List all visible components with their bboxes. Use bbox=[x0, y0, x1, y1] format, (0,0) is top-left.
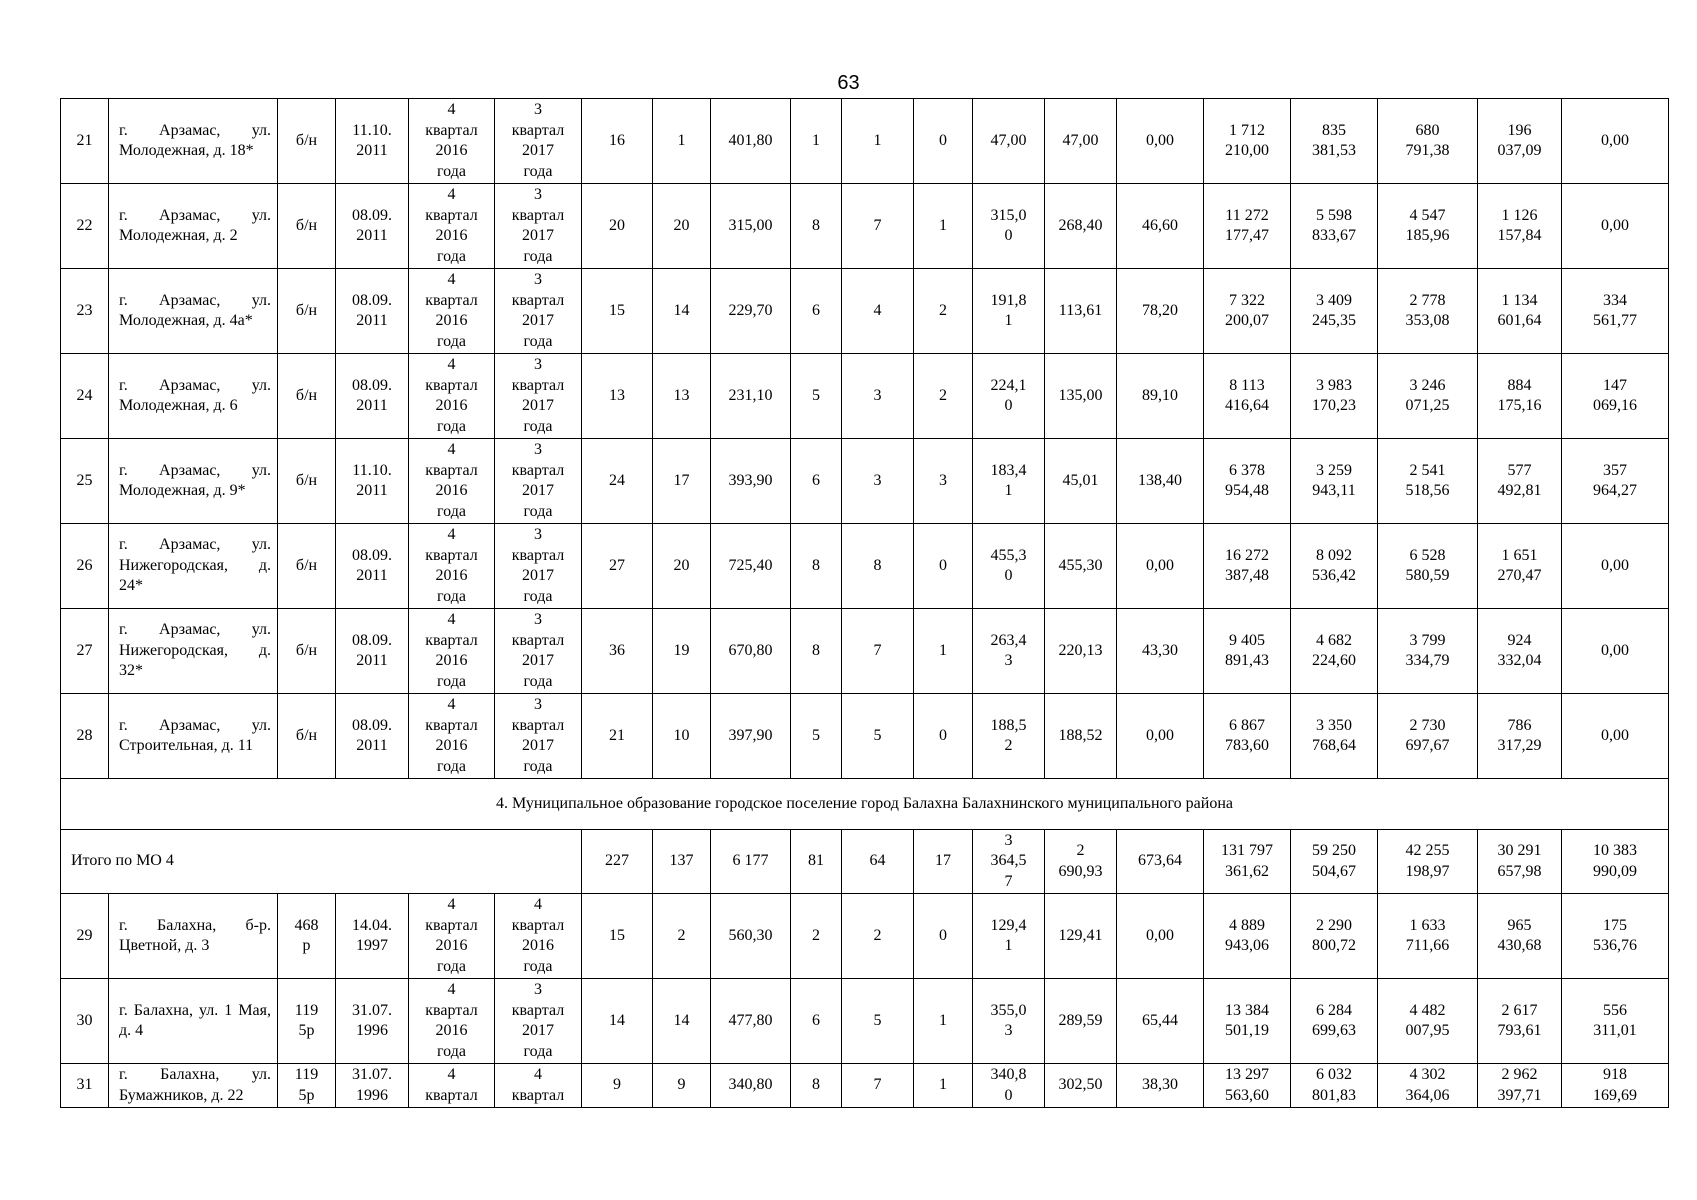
value-cell-c17: 3 350 768,64 bbox=[1291, 694, 1378, 779]
value-cell-c15: 65,44 bbox=[1117, 979, 1204, 1064]
value-cell-c19: 786 317,29 bbox=[1478, 694, 1562, 779]
plan-start-cell: 4 квартал 2016 года bbox=[409, 354, 495, 439]
value-cell-c17: 6 032 801,83 bbox=[1291, 1064, 1378, 1108]
total-value-c8: 137 bbox=[653, 830, 711, 894]
document-date-cell: 08.09. 2011 bbox=[336, 694, 409, 779]
value-cell-c15: 138,40 bbox=[1117, 439, 1204, 524]
value-cell-c10: 6 bbox=[791, 269, 842, 354]
plan-end-cell: 3 квартал 2017 года bbox=[495, 609, 582, 694]
value-cell-c20: 0,00 bbox=[1562, 524, 1669, 609]
value-cell-c18: 2 778 353,08 bbox=[1378, 269, 1478, 354]
value-cell-c7: 13 bbox=[582, 354, 653, 439]
total-value-c18: 42 255 198,97 bbox=[1378, 830, 1478, 894]
plan-start-cell: 4 квартал 2016 года bbox=[409, 609, 495, 694]
address-cell: г. Арзамас, ул. Нижегородская, д. 24* bbox=[109, 524, 278, 609]
value-cell-c18: 680 791,38 bbox=[1378, 99, 1478, 184]
value-cell-c10: 6 bbox=[791, 979, 842, 1064]
address-cell: г. Арзамас, ул. Молодежная, д. 4а* bbox=[109, 269, 278, 354]
table-row bbox=[61, 524, 1669, 609]
value-cell-c7: 15 bbox=[582, 894, 653, 979]
value-cell-c10: 1 bbox=[791, 99, 842, 184]
value-cell-c12: 2 bbox=[914, 269, 973, 354]
value-cell-c14: 129,41 bbox=[1045, 894, 1117, 979]
value-cell-c13: 129,4 1 bbox=[973, 894, 1045, 979]
value-cell-c10: 6 bbox=[791, 439, 842, 524]
value-cell-c7: 14 bbox=[582, 979, 653, 1064]
value-cell-c12: 3 bbox=[914, 439, 973, 524]
table-row bbox=[61, 609, 1669, 694]
value-cell-c20: 0,00 bbox=[1562, 694, 1669, 779]
value-cell-c13: 224,1 0 bbox=[973, 354, 1045, 439]
document-number-cell: б/н bbox=[278, 184, 336, 269]
value-cell-c15: 38,30 bbox=[1117, 1064, 1204, 1108]
value-cell-c14: 45,01 bbox=[1045, 439, 1117, 524]
value-cell-c13: 355,0 3 bbox=[973, 979, 1045, 1064]
value-cell-c20: 0,00 bbox=[1562, 609, 1669, 694]
plan-start-cell: 4 квартал 2016 года bbox=[409, 524, 495, 609]
page-number: 63 bbox=[837, 72, 860, 94]
row-number: 21 bbox=[61, 99, 109, 184]
section-header-row bbox=[61, 779, 1669, 830]
value-cell-c18: 6 528 580,59 bbox=[1378, 524, 1478, 609]
value-cell-c18: 2 730 697,67 bbox=[1378, 694, 1478, 779]
row-number: 29 bbox=[61, 894, 109, 979]
value-cell-c20: 0,00 bbox=[1562, 99, 1669, 184]
value-cell-c7: 20 bbox=[582, 184, 653, 269]
address-cell: г. Арзамас, ул. Нижегородская, д. 32* bbox=[109, 609, 278, 694]
document-number-cell: 468 р bbox=[278, 894, 336, 979]
value-cell-c13: 188,5 2 bbox=[973, 694, 1045, 779]
plan-start-cell: 4 квартал 2016 года bbox=[409, 99, 495, 184]
value-cell-c10: 5 bbox=[791, 354, 842, 439]
table-row bbox=[61, 99, 1669, 184]
value-cell-c11: 5 bbox=[842, 979, 914, 1064]
value-cell-c17: 2 290 800,72 bbox=[1291, 894, 1378, 979]
value-cell-c12: 1 bbox=[914, 609, 973, 694]
value-cell-c7: 21 bbox=[582, 694, 653, 779]
value-cell-c13: 47,00 bbox=[973, 99, 1045, 184]
document-number-cell: б/н bbox=[278, 269, 336, 354]
value-cell-c19: 965 430,68 bbox=[1478, 894, 1562, 979]
value-cell-c7: 9 bbox=[582, 1064, 653, 1108]
value-cell-c16: 4 889 943,06 bbox=[1204, 894, 1291, 979]
document-date-cell: 08.09. 2011 bbox=[336, 609, 409, 694]
value-cell-c9: 393,90 bbox=[711, 439, 791, 524]
address-cell: г. Балахна, ул. Бумажников, д. 22 bbox=[109, 1064, 278, 1108]
document-date-cell: 08.09. 2011 bbox=[336, 354, 409, 439]
value-cell-c17: 3 409 245,35 bbox=[1291, 269, 1378, 354]
plan-end-cell: 3 квартал 2017 года bbox=[495, 979, 582, 1064]
plan-start-cell: 4 квартал 2016 года bbox=[409, 694, 495, 779]
row-number: 31 bbox=[61, 1064, 109, 1108]
document-date-cell: 08.09. 2011 bbox=[336, 184, 409, 269]
value-cell-c9: 477,80 bbox=[711, 979, 791, 1064]
document-number-cell: б/н bbox=[278, 354, 336, 439]
value-cell-c8: 17 bbox=[653, 439, 711, 524]
value-cell-c9: 560,30 bbox=[711, 894, 791, 979]
value-cell-c8: 14 bbox=[653, 979, 711, 1064]
value-cell-c15: 78,20 bbox=[1117, 269, 1204, 354]
row-number: 28 bbox=[61, 694, 109, 779]
value-cell-c19: 2 617 793,61 bbox=[1478, 979, 1562, 1064]
value-cell-c16: 6 867 783,60 bbox=[1204, 694, 1291, 779]
value-cell-c15: 0,00 bbox=[1117, 99, 1204, 184]
value-cell-c8: 1 bbox=[653, 99, 711, 184]
document-date-cell: 31.07. 1996 bbox=[336, 979, 409, 1064]
total-label: Итого по МО 4 bbox=[61, 830, 582, 894]
value-cell-c13: 455,3 0 bbox=[973, 524, 1045, 609]
row-number: 23 bbox=[61, 269, 109, 354]
value-cell-c18: 3 799 334,79 bbox=[1378, 609, 1478, 694]
document-number-cell: б/н bbox=[278, 99, 336, 184]
value-cell-c11: 3 bbox=[842, 354, 914, 439]
address-cell: г. Балахна, б-р. Цветной, д. 3 bbox=[109, 894, 278, 979]
row-number: 26 bbox=[61, 524, 109, 609]
value-cell-c11: 3 bbox=[842, 439, 914, 524]
plan-end-cell: 3 квартал 2017 года bbox=[495, 99, 582, 184]
value-cell-c20: 147 069,16 bbox=[1562, 354, 1669, 439]
value-cell-c17: 5 598 833,67 bbox=[1291, 184, 1378, 269]
total-value-c13: 3 364,5 7 bbox=[973, 830, 1045, 894]
value-cell-c7: 16 bbox=[582, 99, 653, 184]
value-cell-c7: 15 bbox=[582, 269, 653, 354]
value-cell-c19: 924 332,04 bbox=[1478, 609, 1562, 694]
value-cell-c8: 9 bbox=[653, 1064, 711, 1108]
value-cell-c17: 3 259 943,11 bbox=[1291, 439, 1378, 524]
row-number: 27 bbox=[61, 609, 109, 694]
value-cell-c8: 19 bbox=[653, 609, 711, 694]
value-cell-c18: 4 302 364,06 bbox=[1378, 1064, 1478, 1108]
value-cell-c15: 0,00 bbox=[1117, 894, 1204, 979]
table-row bbox=[61, 694, 1669, 779]
value-cell-c17: 835 381,53 bbox=[1291, 99, 1378, 184]
value-cell-c16: 9 405 891,43 bbox=[1204, 609, 1291, 694]
address-cell: г. Арзамас, ул. Молодежная, д. 6 bbox=[109, 354, 278, 439]
document-date-cell: 08.09. 2011 bbox=[336, 269, 409, 354]
value-cell-c13: 315,0 0 bbox=[973, 184, 1045, 269]
plan-end-cell: 3 квартал 2017 года bbox=[495, 354, 582, 439]
value-cell-c19: 1 126 157,84 bbox=[1478, 184, 1562, 269]
value-cell-c9: 229,70 bbox=[711, 269, 791, 354]
address-cell: г. Арзамас, ул. Молодежная, д. 18* bbox=[109, 99, 278, 184]
total-value-c14: 2 690,93 bbox=[1045, 830, 1117, 894]
value-cell-c15: 0,00 bbox=[1117, 694, 1204, 779]
table-row bbox=[61, 894, 1669, 979]
value-cell-c10: 8 bbox=[791, 1064, 842, 1108]
row-number: 25 bbox=[61, 439, 109, 524]
value-cell-c12: 0 bbox=[914, 99, 973, 184]
value-cell-c17: 3 983 170,23 bbox=[1291, 354, 1378, 439]
value-cell-c14: 113,61 bbox=[1045, 269, 1117, 354]
value-cell-c10: 8 bbox=[791, 184, 842, 269]
plan-end-cell: 4 квартал 2016 года bbox=[495, 894, 582, 979]
address-cell: г. Арзамас, ул. Молодежная, д. 2 bbox=[109, 184, 278, 269]
document-number-cell: б/н bbox=[278, 694, 336, 779]
value-cell-c12: 1 bbox=[914, 1064, 973, 1108]
value-cell-c9: 401,80 bbox=[711, 99, 791, 184]
value-cell-c14: 220,13 bbox=[1045, 609, 1117, 694]
plan-end-cell: 3 квартал 2017 года bbox=[495, 694, 582, 779]
plan-start-cell: 4 квартал 2016 года bbox=[409, 979, 495, 1064]
value-cell-c19: 1 651 270,47 bbox=[1478, 524, 1562, 609]
value-cell-c19: 2 962 397,71 bbox=[1478, 1064, 1562, 1108]
value-cell-c19: 196 037,09 bbox=[1478, 99, 1562, 184]
total-value-c16: 131 797 361,62 bbox=[1204, 830, 1291, 894]
value-cell-c17: 4 682 224,60 bbox=[1291, 609, 1378, 694]
value-cell-c8: 10 bbox=[653, 694, 711, 779]
value-cell-c19: 884 175,16 bbox=[1478, 354, 1562, 439]
row-number: 30 bbox=[61, 979, 109, 1064]
value-cell-c13: 340,8 0 bbox=[973, 1064, 1045, 1108]
value-cell-c12: 1 bbox=[914, 184, 973, 269]
table-row bbox=[61, 979, 1669, 1064]
value-cell-c8: 13 bbox=[653, 354, 711, 439]
value-cell-c16: 7 322 200,07 bbox=[1204, 269, 1291, 354]
value-cell-c7: 36 bbox=[582, 609, 653, 694]
document-date-cell: 11.10. 2011 bbox=[336, 439, 409, 524]
total-value-c17: 59 250 504,67 bbox=[1291, 830, 1378, 894]
total-value-c19: 30 291 657,98 bbox=[1478, 830, 1562, 894]
plan-start-cell: 4 квартал bbox=[409, 1064, 495, 1108]
value-cell-c12: 0 bbox=[914, 694, 973, 779]
value-cell-c12: 2 bbox=[914, 354, 973, 439]
value-cell-c19: 577 492,81 bbox=[1478, 439, 1562, 524]
value-cell-c11: 7 bbox=[842, 1064, 914, 1108]
value-cell-c16: 6 378 954,48 bbox=[1204, 439, 1291, 524]
document-date-cell: 14.04. 1997 bbox=[336, 894, 409, 979]
value-cell-c17: 8 092 536,42 bbox=[1291, 524, 1378, 609]
value-cell-c18: 4 547 185,96 bbox=[1378, 184, 1478, 269]
table-row bbox=[61, 439, 1669, 524]
value-cell-c12: 0 bbox=[914, 894, 973, 979]
plan-start-cell: 4 квартал 2016 года bbox=[409, 439, 495, 524]
total-row bbox=[61, 830, 1669, 894]
value-cell-c13: 191,8 1 bbox=[973, 269, 1045, 354]
value-cell-c14: 268,40 bbox=[1045, 184, 1117, 269]
value-cell-c11: 2 bbox=[842, 894, 914, 979]
plan-end-cell: 4 квартал bbox=[495, 1064, 582, 1108]
total-value-c15: 673,64 bbox=[1117, 830, 1204, 894]
value-cell-c9: 231,10 bbox=[711, 354, 791, 439]
value-cell-c16: 13 297 563,60 bbox=[1204, 1064, 1291, 1108]
value-cell-c11: 8 bbox=[842, 524, 914, 609]
value-cell-c15: 46,60 bbox=[1117, 184, 1204, 269]
value-cell-c15: 89,10 bbox=[1117, 354, 1204, 439]
document-number-cell: б/н bbox=[278, 609, 336, 694]
document-date-cell: 08.09. 2011 bbox=[336, 524, 409, 609]
value-cell-c15: 0,00 bbox=[1117, 524, 1204, 609]
document-number-cell: б/н bbox=[278, 439, 336, 524]
row-number: 22 bbox=[61, 184, 109, 269]
value-cell-c20: 0,00 bbox=[1562, 184, 1669, 269]
value-cell-c14: 135,00 bbox=[1045, 354, 1117, 439]
document-date-cell: 11.10. 2011 bbox=[336, 99, 409, 184]
value-cell-c9: 340,80 bbox=[711, 1064, 791, 1108]
value-cell-c20: 334 561,77 bbox=[1562, 269, 1669, 354]
value-cell-c17: 6 284 699,63 bbox=[1291, 979, 1378, 1064]
value-cell-c8: 20 bbox=[653, 524, 711, 609]
value-cell-c18: 1 633 711,66 bbox=[1378, 894, 1478, 979]
total-value-c20: 10 383 990,09 bbox=[1562, 830, 1669, 894]
value-cell-c10: 5 bbox=[791, 694, 842, 779]
value-cell-c14: 47,00 bbox=[1045, 99, 1117, 184]
table-row bbox=[61, 269, 1669, 354]
total-value-c10: 81 bbox=[791, 830, 842, 894]
document-number-cell: 119 5р bbox=[278, 1064, 336, 1108]
value-cell-c18: 4 482 007,95 bbox=[1378, 979, 1478, 1064]
document-number-cell: б/н bbox=[278, 524, 336, 609]
value-cell-c11: 7 bbox=[842, 184, 914, 269]
value-cell-c14: 302,50 bbox=[1045, 1064, 1117, 1108]
value-cell-c8: 20 bbox=[653, 184, 711, 269]
address-cell: г. Арзамас, ул. Строительная, д. 11 bbox=[109, 694, 278, 779]
value-cell-c7: 27 bbox=[582, 524, 653, 609]
table-row bbox=[61, 354, 1669, 439]
value-cell-c9: 725,40 bbox=[711, 524, 791, 609]
value-cell-c11: 5 bbox=[842, 694, 914, 779]
plan-end-cell: 3 квартал 2017 года bbox=[495, 269, 582, 354]
plan-end-cell: 3 квартал 2017 года bbox=[495, 439, 582, 524]
value-cell-c20: 175 536,76 bbox=[1562, 894, 1669, 979]
value-cell-c9: 670,80 bbox=[711, 609, 791, 694]
value-cell-c15: 43,30 bbox=[1117, 609, 1204, 694]
value-cell-c13: 183,4 1 bbox=[973, 439, 1045, 524]
total-value-c9: 6 177 bbox=[711, 830, 791, 894]
total-value-c12: 17 bbox=[914, 830, 973, 894]
value-cell-c9: 315,00 bbox=[711, 184, 791, 269]
value-cell-c11: 7 bbox=[842, 609, 914, 694]
table-row bbox=[61, 184, 1669, 269]
value-cell-c10: 8 bbox=[791, 609, 842, 694]
plan-end-cell: 3 квартал 2017 года bbox=[495, 524, 582, 609]
document-number-cell: 119 5р bbox=[278, 979, 336, 1064]
value-cell-c19: 1 134 601,64 bbox=[1478, 269, 1562, 354]
row-number: 24 bbox=[61, 354, 109, 439]
value-cell-c8: 2 bbox=[653, 894, 711, 979]
value-cell-c14: 188,52 bbox=[1045, 694, 1117, 779]
value-cell-c10: 2 bbox=[791, 894, 842, 979]
value-cell-c20: 918 169,69 bbox=[1562, 1064, 1669, 1108]
value-cell-c20: 357 964,27 bbox=[1562, 439, 1669, 524]
value-cell-c8: 14 bbox=[653, 269, 711, 354]
address-cell: г. Арзамас, ул. Молодежная, д. 9* bbox=[109, 439, 278, 524]
plan-start-cell: 4 квартал 2016 года bbox=[409, 894, 495, 979]
section-title: 4. Муниципальное образование городское поселение город Балахна Балахнинского муниципального района bbox=[61, 779, 1669, 830]
value-cell-c12: 0 bbox=[914, 524, 973, 609]
value-cell-c11: 1 bbox=[842, 99, 914, 184]
plan-end-cell: 3 квартал 2017 года bbox=[495, 184, 582, 269]
housing-registry-table bbox=[60, 98, 1669, 1108]
value-cell-c13: 263,4 3 bbox=[973, 609, 1045, 694]
value-cell-c11: 4 bbox=[842, 269, 914, 354]
value-cell-c7: 24 bbox=[582, 439, 653, 524]
value-cell-c16: 11 272 177,47 bbox=[1204, 184, 1291, 269]
value-cell-c14: 289,59 bbox=[1045, 979, 1117, 1064]
address-cell: г. Балахна, ул. 1 Мая, д. 4 bbox=[109, 979, 278, 1064]
value-cell-c16: 8 113 416,64 bbox=[1204, 354, 1291, 439]
value-cell-c14: 455,30 bbox=[1045, 524, 1117, 609]
total-value-c11: 64 bbox=[842, 830, 914, 894]
value-cell-c16: 13 384 501,19 bbox=[1204, 979, 1291, 1064]
table-row bbox=[61, 1064, 1669, 1108]
value-cell-c16: 1 712 210,00 bbox=[1204, 99, 1291, 184]
total-value-c7: 227 bbox=[582, 830, 653, 894]
value-cell-c18: 3 246 071,25 bbox=[1378, 354, 1478, 439]
plan-start-cell: 4 квартал 2016 года bbox=[409, 269, 495, 354]
value-cell-c10: 8 bbox=[791, 524, 842, 609]
value-cell-c18: 2 541 518,56 bbox=[1378, 439, 1478, 524]
value-cell-c9: 397,90 bbox=[711, 694, 791, 779]
document-date-cell: 31.07. 1996 bbox=[336, 1064, 409, 1108]
value-cell-c12: 1 bbox=[914, 979, 973, 1064]
plan-start-cell: 4 квартал 2016 года bbox=[409, 184, 495, 269]
value-cell-c20: 556 311,01 bbox=[1562, 979, 1669, 1064]
value-cell-c16: 16 272 387,48 bbox=[1204, 524, 1291, 609]
